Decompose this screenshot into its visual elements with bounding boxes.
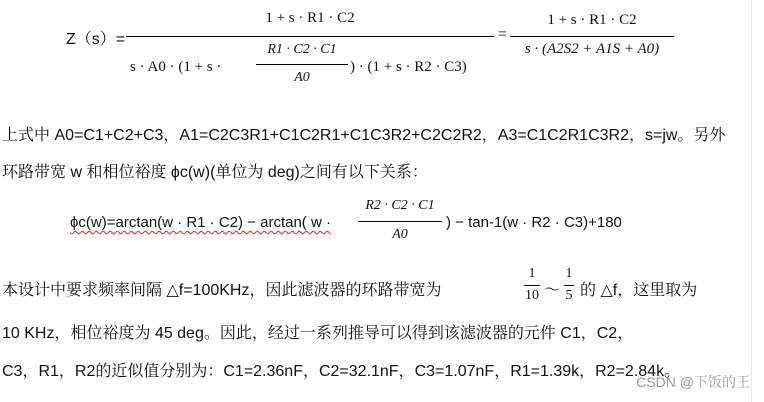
fraction2-denominator: 5 — [565, 288, 573, 303]
eq1-equals: = — [498, 26, 508, 43]
eq1-inner-denominator: A0 — [294, 70, 310, 85]
eq1-den-right: ) · (1 + s · R2 · C3) — [350, 59, 467, 75]
fraction2-bar — [564, 285, 574, 286]
para1-line2: 环路带宽 w 和相位裕度 ϕc(w)(单位为 deg)之间有以下关系： — [2, 164, 428, 181]
eq1-lhs: Z（s）= — [66, 31, 126, 48]
eq2-frac-denominator: A0 — [392, 227, 408, 242]
fraction1-bar — [524, 285, 540, 286]
para2-line3: C3，R1，R2的近似值分别为：C1=2.36nF，C2=32.1nF，C3=1.07nF，R1=1.39k，R2=2.84k。 — [2, 363, 681, 380]
eq2-frac-numerator: R2 · C2 · C1 — [365, 198, 435, 213]
eq2-part2: ) − tan-1(w · R2 · C3)+180 — [446, 214, 622, 231]
csdn-watermark: CSDN @下饭的王 — [636, 374, 750, 390]
tilde-symbol: ～ — [544, 282, 561, 299]
eq1-inner-bar — [256, 64, 348, 65]
eq1-rhs-bar — [510, 36, 674, 37]
eq2-part1: ϕc(w)=arctan(w · R1 · C2) − arctan( w · — [70, 214, 331, 231]
fraction1-denominator: 10 — [525, 288, 539, 303]
para2-line1-b: 的 △f，这里取为 — [580, 282, 698, 299]
para2-line1-a: 本设计中要求频率间隔 △f=100KHz，因此滤波器的环路带宽为 — [2, 282, 442, 299]
fraction1-numerator: 1 — [528, 266, 536, 281]
eq1-rhs-denominator: s · (A2S2 + A1S + A0) — [524, 41, 660, 57]
eq2-frac-bar — [358, 221, 442, 222]
para1-line1: 上式中 A0=C1+C2+C3，A1=C2C3R1+C1C2R1+C1C3R2+C2C2R2，A3=C1C2R1C3R2，s=jw。另外 — [2, 127, 726, 144]
eq1-fraction-bar — [126, 36, 494, 37]
eq1-inner-numerator: R1 · C2 · C1 — [267, 42, 337, 57]
eq1-rhs-numerator: 1 + s · R1 · C2 — [547, 12, 637, 28]
eq1-den-left: s · A0 · (1 + s · — [130, 59, 222, 75]
page-edge-rule — [751, 0, 752, 402]
fraction2-numerator: 1 — [565, 266, 573, 281]
para2-line2: 10 KHz，相位裕度为 45 deg。因此，经过一系列推导可以得到该滤波器的元件 C1，C2， — [2, 325, 634, 342]
eq1-numerator: 1 + s · R1 · C2 — [265, 10, 355, 26]
